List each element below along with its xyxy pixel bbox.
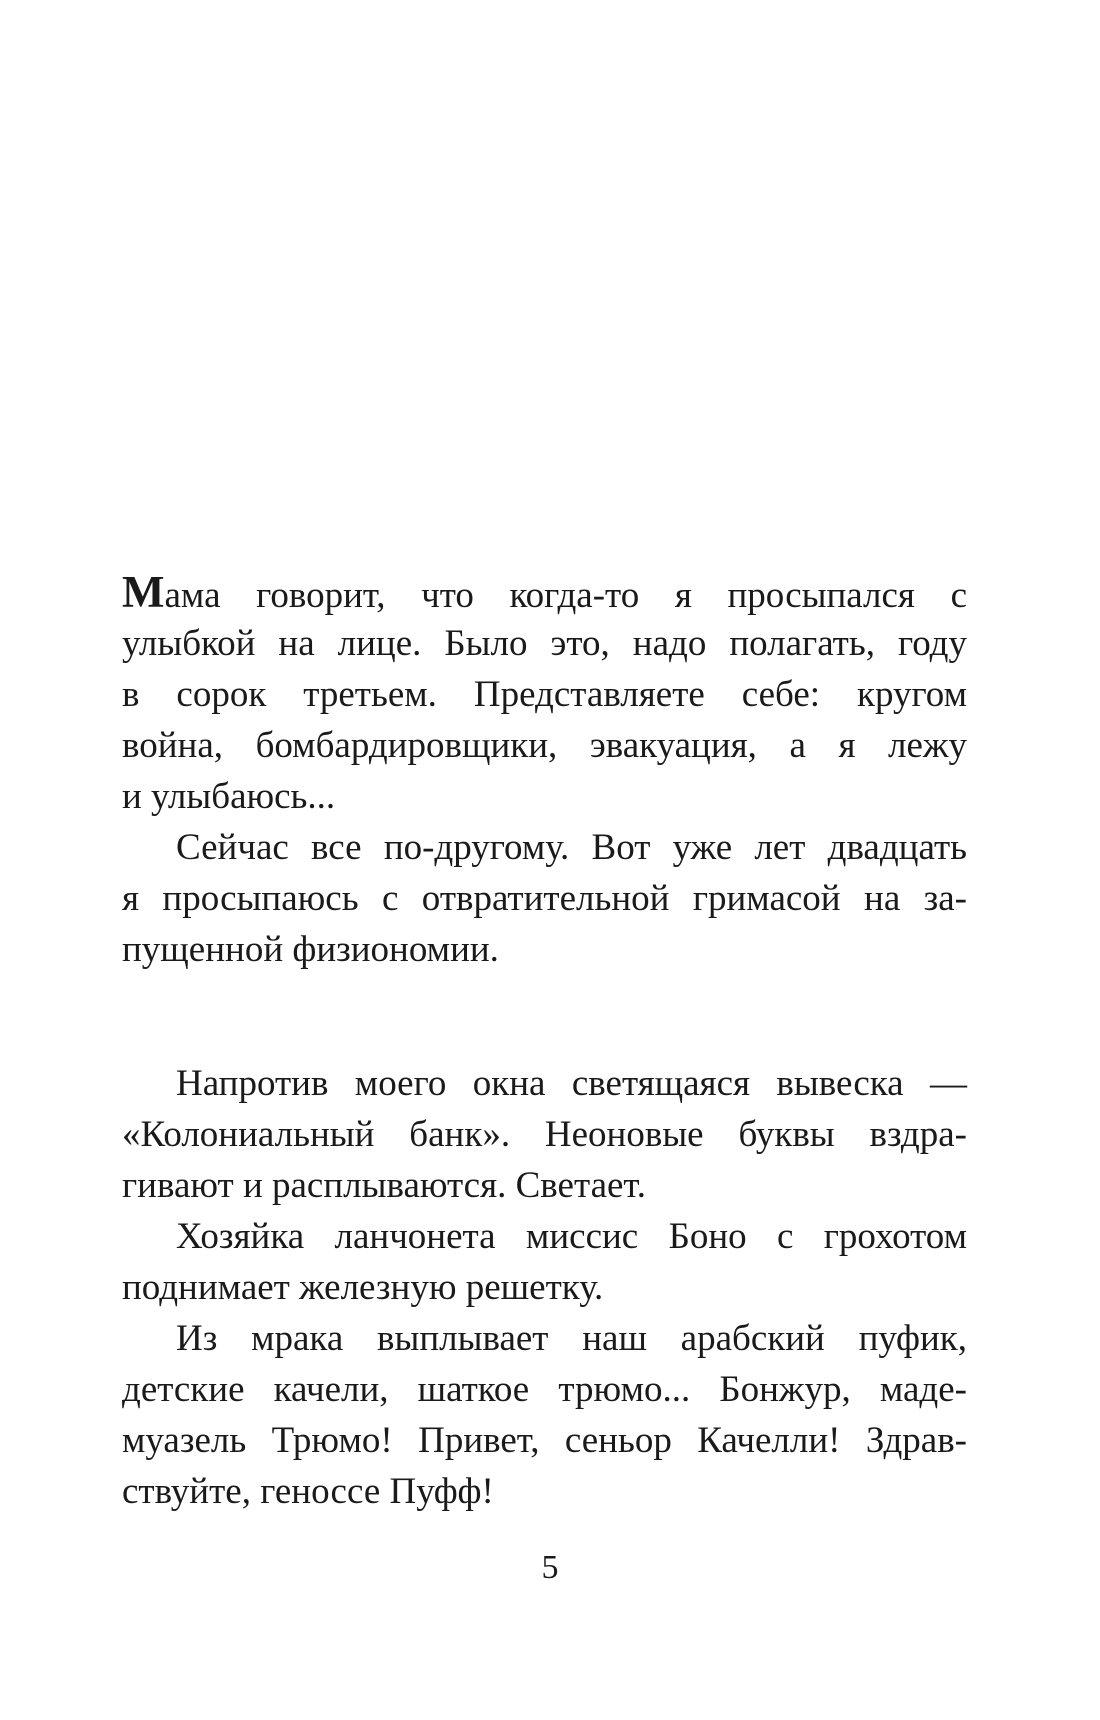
text-line: поднимает железную решетку. [122,1267,604,1308]
text-line: Хозяйка ланчонета миссис Боно с грохотом [176,1216,967,1257]
text-line: в сорок третьем. Представляете себе: кругом [122,674,967,715]
page-number: 5 [541,1549,559,1586]
section-2 [122,1058,967,1517]
text-line: «Колониальный банк». Неоновые буквы вздра- [122,1114,967,1155]
text-line: война, бомбардировщики, эвакуация, а я лежу [122,725,967,766]
text-line: детские качели, шаткое трюмо... Бонжур, маде- [122,1369,967,1410]
text-line: муазель Трюмо! Привет, сеньор Качелли! Здрав- [122,1420,967,1461]
text-line: ствуйте, геноссе Пуфф! [122,1471,494,1512]
text-line: я просыпаюсь с отвратительной гримасой на за- [122,878,967,919]
text-line [122,567,967,618]
text-line: улыбкой на лице. Было это, надо полагать, году [122,623,967,664]
section-1 [122,567,967,975]
line-text: ама говорит, что когда-то я просыпался с [164,575,967,616]
text-line: Из мрака выплывает наш арабский пуфик, [176,1318,967,1359]
text-line: гивают и расплываются. Светает. [122,1165,647,1206]
text-line: Сейчас все по-другому. Вот уже лет двадцать [176,827,967,868]
drop-cap: М [122,567,165,617]
text-line: Напротив моего окна светящаяся вывеска — [176,1063,967,1104]
text-line: и улыбаюсь... [122,776,336,817]
text-line: пущенной физиономии. [122,929,499,970]
